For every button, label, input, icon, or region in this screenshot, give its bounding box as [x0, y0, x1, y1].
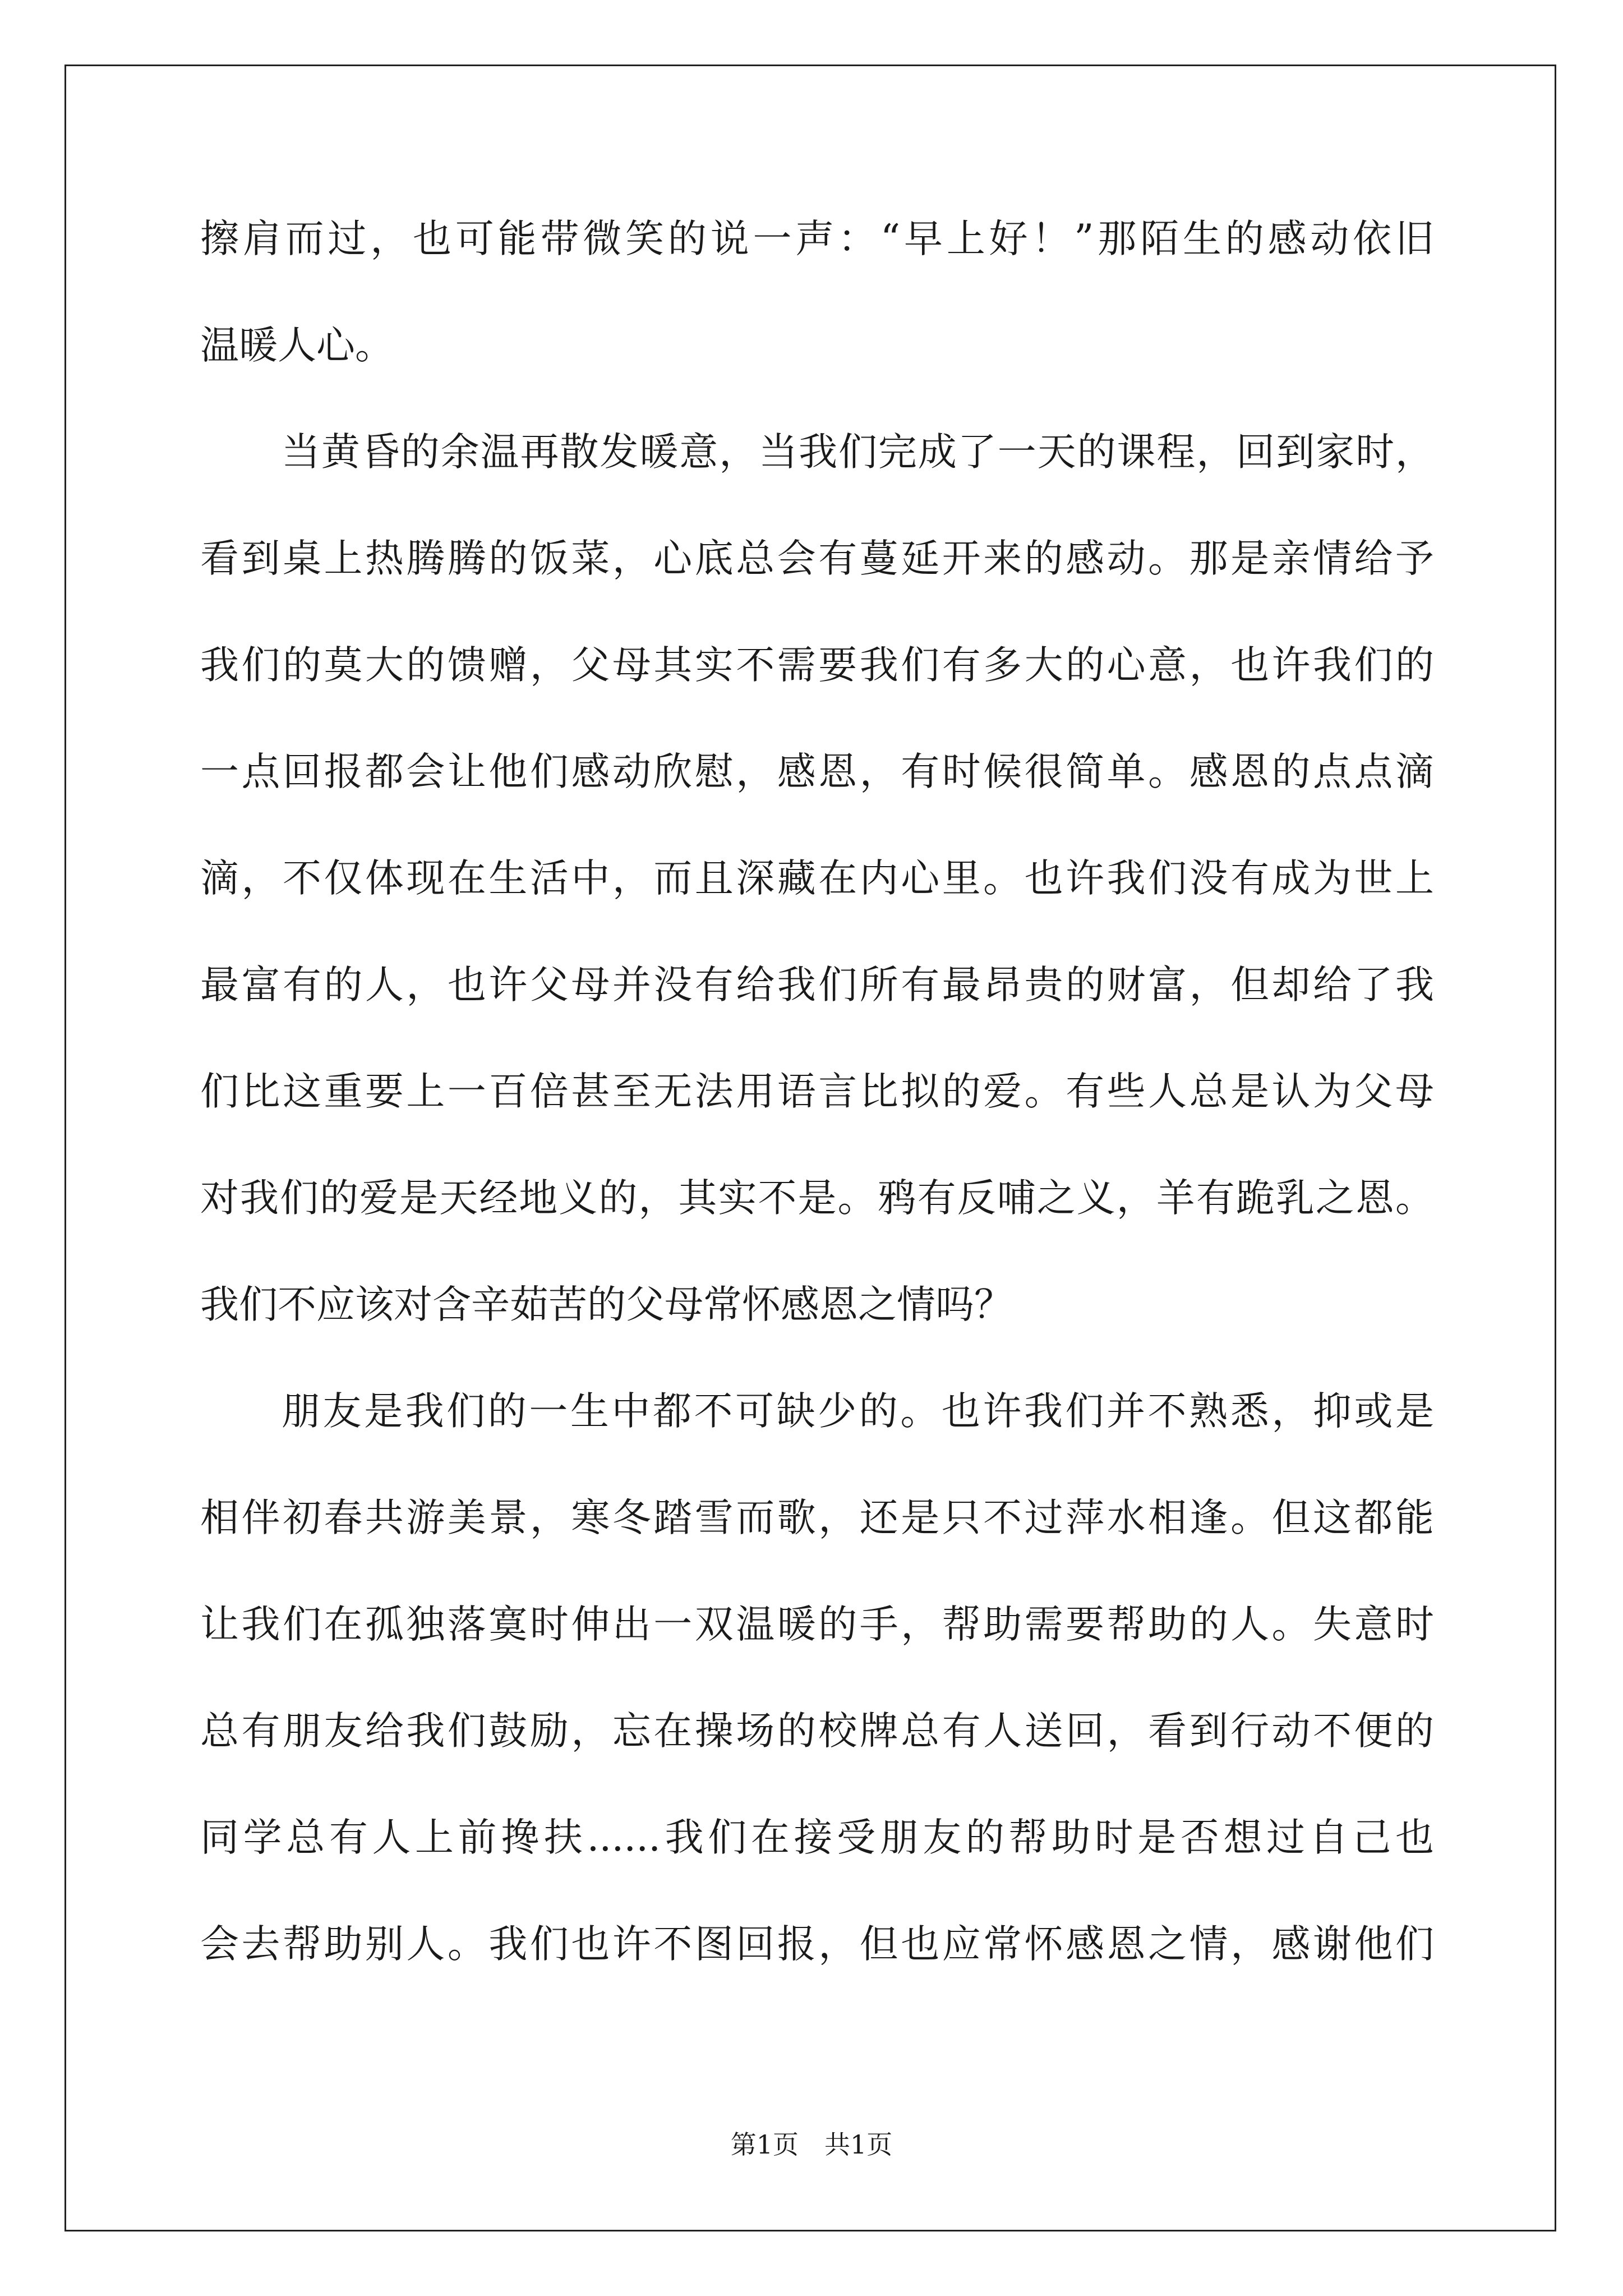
text-line: 看到桌上热腾腾的饭菜，心底总会有蔓延开来的感动。那是亲情给予 — [200, 536, 1434, 581]
text-line: 当黄昏的余温再散发暖意，当我们完成了一天的课程，回到家时， — [282, 430, 1434, 475]
page-number: 第1页 — [730, 2129, 799, 2160]
text-line: 一点回报都会让他们感动欣慰，感恩，有时候很简单。感恩的点点滴 — [200, 749, 1434, 794]
text-line: 同学总有人上前搀扶......我们在接受朋友的帮助时是否想过自己也 — [200, 1815, 1434, 1860]
text-line: 相伴初春共游美景，寒冬踏雪而歌，还是只不过萍水相逢。但这都能 — [200, 1496, 1434, 1540]
text-line: 我们的莫大的馈赠，父母其实不需要我们有多大的心意，也许我们的 — [200, 643, 1434, 688]
text-line: 我们不应该对含辛茹苦的父母常怀感恩之情吗？ — [200, 1282, 1013, 1327]
text-line: 会去帮助别人。我们也许不图回报，但也应常怀感恩之情，感谢他们 — [200, 1922, 1434, 1967]
text-line: 擦肩而过，也可能带微笑的说一声：“早上好！”那陌生的感动依旧 — [200, 217, 1434, 261]
page-footer — [0, 2129, 1623, 2160]
total-pages: 共1页 — [824, 2129, 893, 2160]
text-line: 温暖人心。 — [200, 323, 394, 368]
text-line: 让我们在孤独落寞时伸出一双温暖的手，帮助需要帮助的人。失意时 — [200, 1602, 1434, 1647]
text-line: 总有朋友给我们鼓励，忘在操场的校牌总有人送回，看到行动不便的 — [200, 1709, 1434, 1754]
text-line: 最富有的人，也许父母并没有给我们所有最昂贵的财富，但却给了我 — [200, 963, 1434, 1007]
document-body — [200, 217, 1434, 2032]
text-line: 滴，不仅体现在生活中，而且深藏在内心里。也许我们没有成为世上 — [200, 856, 1434, 901]
text-line: 朋友是我们的一生中都不可缺少的。也许我们并不熟悉，抑或是 — [282, 1389, 1434, 1434]
text-line: 们比这重要上一百倍甚至无法用语言比拟的爱。有些人总是认为父母 — [200, 1069, 1434, 1114]
text-line: 对我们的爱是天经地义的，其实不是。鸦有反哺之义，羊有跪乳之恩。 — [200, 1176, 1434, 1221]
